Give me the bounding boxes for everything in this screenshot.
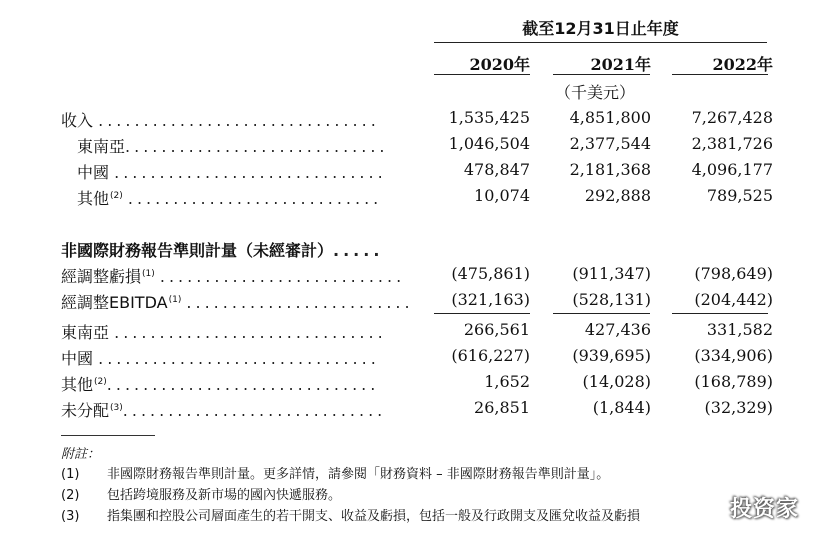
note-item [61, 505, 640, 524]
section-title: 非國際財務報告準則計量（未經審計） [61, 241, 334, 260]
notes-divider [61, 435, 155, 436]
row-label: 經調整EBITDA [61, 293, 168, 312]
cell-value: 1,535,425 [448, 108, 530, 127]
subtotal-rule-2022 [672, 313, 768, 314]
footnote-ref: (2) [110, 191, 123, 201]
period-title: 截至12月31日止年度 [522, 19, 679, 38]
table-row: 中國 ............................... (616,227) (939,695) (334,906) [61, 346, 773, 368]
note-number: (3) [61, 509, 80, 524]
table-row: 東南亞 .............................. 266,561 427,436 331,582 [61, 320, 773, 342]
row-label: 東南亞 [77, 137, 126, 156]
note-number: (2) [61, 488, 80, 503]
cell-value: (939,695) [572, 346, 651, 365]
row-label: 其他 [77, 189, 110, 208]
cell-value: (911,347) [572, 264, 651, 283]
cell-value: (798,649) [694, 264, 773, 283]
table-row: 東南亞............................. 1,046,504 2,377,544 2,381,726 [77, 134, 773, 156]
note-text: 指集團和控股公司層面產生的若干開支、收益及虧損，包括一般及行政開支及匯兌收益及虧損 [107, 509, 641, 524]
watermark: 投资家 [730, 497, 800, 522]
cell-value: (475,861) [451, 264, 530, 283]
cell-value: 7,267,428 [691, 108, 773, 127]
cell-value: (616,227) [451, 346, 530, 365]
cell-value: 1,652 [484, 372, 530, 391]
cell-value: 2,381,726 [691, 134, 773, 153]
row-label: 經調整虧損 [61, 267, 142, 286]
table-row: 經調整EBITDA$^{(1)}$ ......................... (321,163) (528,131) (204,442) [61, 290, 773, 312]
cell-value: (1,844) [592, 398, 651, 417]
cell-value: 10,074 [474, 186, 530, 205]
cell-value: 427,436 [584, 320, 651, 339]
notes-heading: 附註： [61, 447, 101, 462]
year-rule-2020 [434, 74, 530, 75]
cell-value: 4,096,177 [691, 160, 773, 179]
table-row: 未分配$^{(3)}$............................. 26,851 (1,844) (32,329) [61, 398, 773, 420]
table-row: 經調整虧損$^{(1)}$ ........................... (475,861) (911,347) (798,649) [61, 264, 773, 286]
cell-value: (528,131) [572, 290, 651, 309]
cell-value: (204,442) [694, 290, 773, 309]
unit-label: （千美元） [554, 83, 635, 102]
cell-value: 26,851 [474, 398, 530, 417]
cell-value: 1,046,504 [448, 134, 530, 153]
period-title-rule [434, 42, 767, 43]
table-row: 其他$^{(2)}$.............................. 1,652 (14,028) (168,789) [61, 372, 773, 394]
table-row: 收入 ............................... 1,535,425 4,851,800 7,267,428 [61, 108, 773, 130]
cell-value: 331,582 [706, 320, 773, 339]
row-label: 其他 [61, 375, 94, 394]
table-row: 中國 .............................. 478,847 2,181,368 4,096,177 [77, 160, 773, 182]
cell-value: 2,377,544 [569, 134, 651, 153]
note-item [61, 463, 609, 482]
cell-value: (168,789) [694, 372, 773, 391]
table-row: 其他$^{(2)}$ ............................ 10,074 292,888 789,525 [77, 186, 773, 208]
footnote-ref: (2) [94, 377, 107, 387]
cell-value: (321,163) [451, 290, 530, 309]
note-number: (1) [61, 467, 80, 482]
row-label: 東南亞 [61, 323, 110, 342]
note-text: 非國際財務報告準則計量。更多詳情，請參閱「財務資料 – 非國際財務報告準則計量」。 [107, 467, 610, 482]
cell-value: (32,329) [704, 398, 773, 417]
cell-value: 789,525 [706, 186, 773, 205]
cell-value: 2,181,368 [569, 160, 651, 179]
row-label: 未分配 [61, 401, 110, 420]
cell-value: 478,847 [463, 160, 530, 179]
year-2022: 2022年 [712, 55, 773, 74]
footnote-ref: (1) [168, 295, 182, 305]
cell-value: 266,561 [463, 320, 530, 339]
note-item [61, 484, 341, 503]
row-label: 中國 [77, 163, 110, 182]
cell-value: (14,028) [582, 372, 651, 391]
year-2020: 2020年 [469, 55, 530, 74]
row-label: 中國 [61, 349, 94, 368]
footnote-ref: (3) [110, 403, 123, 413]
year-rule-2022 [672, 74, 768, 75]
note-text: 包括跨境服務及新市場的國內快遞服務。 [107, 488, 342, 503]
footnote-ref: (1) [142, 269, 155, 279]
year-rule-2021 [553, 74, 650, 75]
cell-value: (334,906) [694, 346, 773, 365]
cell-value: 4,851,800 [569, 108, 651, 127]
cell-value: 292,888 [584, 186, 651, 205]
subtotal-rule-2020 [434, 313, 530, 314]
section-heading-row: 非國際財務報告準則計量（未經審計）..... [61, 241, 384, 260]
row-label: 收入 [61, 111, 94, 130]
subtotal-rule-2021 [553, 313, 650, 314]
year-2021: 2021年 [590, 55, 651, 74]
